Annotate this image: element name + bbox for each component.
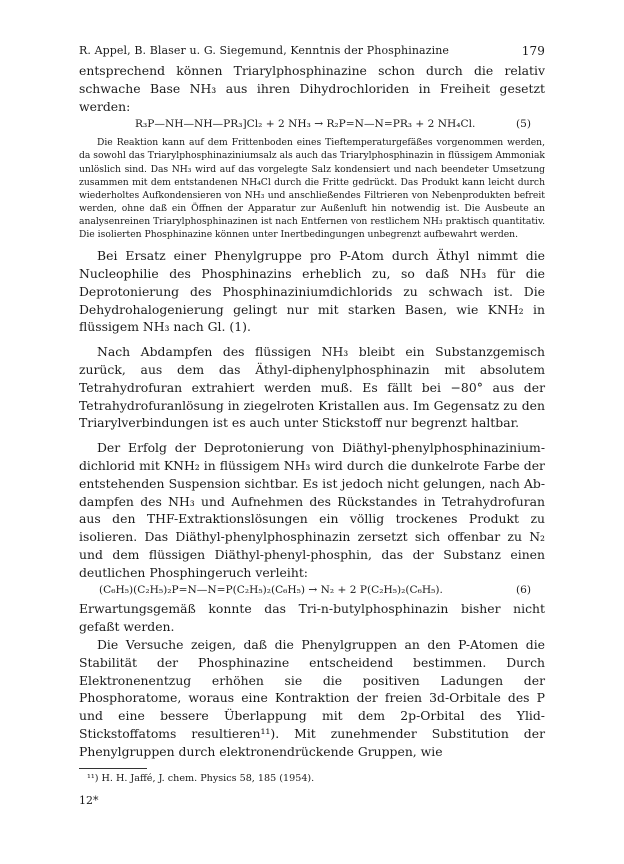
footnote-rule <box>79 768 147 769</box>
equation-5 <box>79 115 545 134</box>
paragraph-2: Bei Ersatz einer Phenylgruppe pro P-Atom durch Äthyl nimmt die Nucleophilie des Phosphinazins erheblich zu, so daß NH₃ für die Deprotonierung des Phosphinaziniumdichlorids zu schwach ist. Die Dehydrohalogenierung gelingt nur mit starken Basen, wie KNH₂ in flüssigem NH₃ nach Gl. (1). <box>79 248 545 335</box>
equation-6-number: (6) <box>515 584 531 597</box>
paragraph-5: Erwartungsgemäß konnte das Tri-n-butylphosphinazin bisher nicht gefaßt werden. <box>79 601 545 635</box>
signature-mark: 12* <box>79 793 99 807</box>
equation-6-text: (C₆H₅)(C₂H₅)₂P=N—N=P(C₂H₅)₂(C₆H₅) → N₂ + 2 P(C₂H₅)₂(C₆H₅). <box>99 584 443 597</box>
paragraph-4: Der Erfolg der Deprotonierung von Diäthyl-phenylphosphinaziniumdichlorid mit KNH₂ in flüssigem NH₃ wird durch die dunkelrote Farbe der entstehenden Suspension sichtbar. Es ist jedoch nicht gelungen, nach Abdampfen des NH₃ und Aufnehmen des Rückstandes in Tetrahydrofuran aus den THF-Extraktionslösungen ein völlig trockenes Produkt zu isolieren. Das Diäthyl-phenylphosphinazin zersetzt sich offenbar zu N₂ und dem flüssigen Diäthyl-phenyl-phosphin, das der Substanz einen deutlichen Phosphingeruch verleiht: <box>79 440 545 580</box>
running-header <box>79 44 545 62</box>
experimental-note: Die Reaktion kann auf dem Frittenboden eines Tieftemperaturgefäßes vorgenommen werden, da sowohl das Triarylphosphinaziniumsalz als auch das Triarylphosphinazin in flüssigem Ammoniak unlöslich sind. Das NH₃ wird auf das vorgelegte Salz kondensiert und nach beendeter Umsetzung zusammen mit dem entstandenen NH₄Cl durch die Fritte gedrückt. Das Produkt kann leicht durch wiederholtes Aufkondensieren von NH₃ und anschließendes Filtrieren von Nebenprodukten befreit werden, ohne daß ein Öffnen der Apparatur zur Außenluft hin notwendig ist. Die Ausbeute an analysenreinen Triarylphosphinazinen ist nach Entfernen von restlichem NH₃ praktisch quantitativ. Die isolierten Phosphinazine können unter Inertbedingungen unbegrenzt aufbewahrt werden. <box>79 137 545 241</box>
equation-5-number: (5) <box>515 118 531 131</box>
equation-5-text: R₃P—NH—NH—PR₃]Cl₂ + 2 NH₃ → R₂P=N—N=PR₃ + 2 NH₄Cl. <box>135 118 476 131</box>
paragraph-1: entsprechend können Triarylphosphinazine schon durch die relativ schwache Base NH₃ aus ihren Dihydrochloriden in Freiheit gesetzt werden: <box>79 63 545 114</box>
page-number: 179 <box>521 44 545 58</box>
paragraph-3: Nach Abdampfen des flüssigen NH₃ bleibt ein Substanzgemisch zurück, aus dem das Äthyl-diphenylphosphinazin mit absolutem Tetrahydrofuran extrahiert werden muß. Es fällt bei −80° aus der Tetrahydrofuranlösung in ziegelroten Kristallen aus. Im Gegensatz zu den Triarylverbindungen ist es auch unter Stickstoff nur begrenzt haltbar. <box>79 344 545 431</box>
paragraph-6: Die Versuche zeigen, daß die Phenylgruppen an den P-Atomen die Stabilität der Phosphinazine entscheidend bestimmen. Durch Elektronenentzug erhöhen sie die positiven Ladungen der Phosphoratome, woraus eine Kontraktion der freien 3d-Orbitale des P und eine bessere Überlappung mit dem 2p-Orbital des Ylid-Stickstoffatoms resultieren¹¹). Mit zunehmender Substitution der Phenylgruppen durch elektronendrückende Gruppen, wie <box>79 637 545 759</box>
equation-6 <box>79 581 545 600</box>
footnote: ¹¹) H. H. Jaffé, J. chem. Physics 58, 185 (1954). <box>87 772 315 784</box>
running-head: R. Appel, B. Blaser u. G. Siegemund, Kenntnis der Phosphinazine <box>79 44 450 57</box>
page <box>79 44 545 807</box>
